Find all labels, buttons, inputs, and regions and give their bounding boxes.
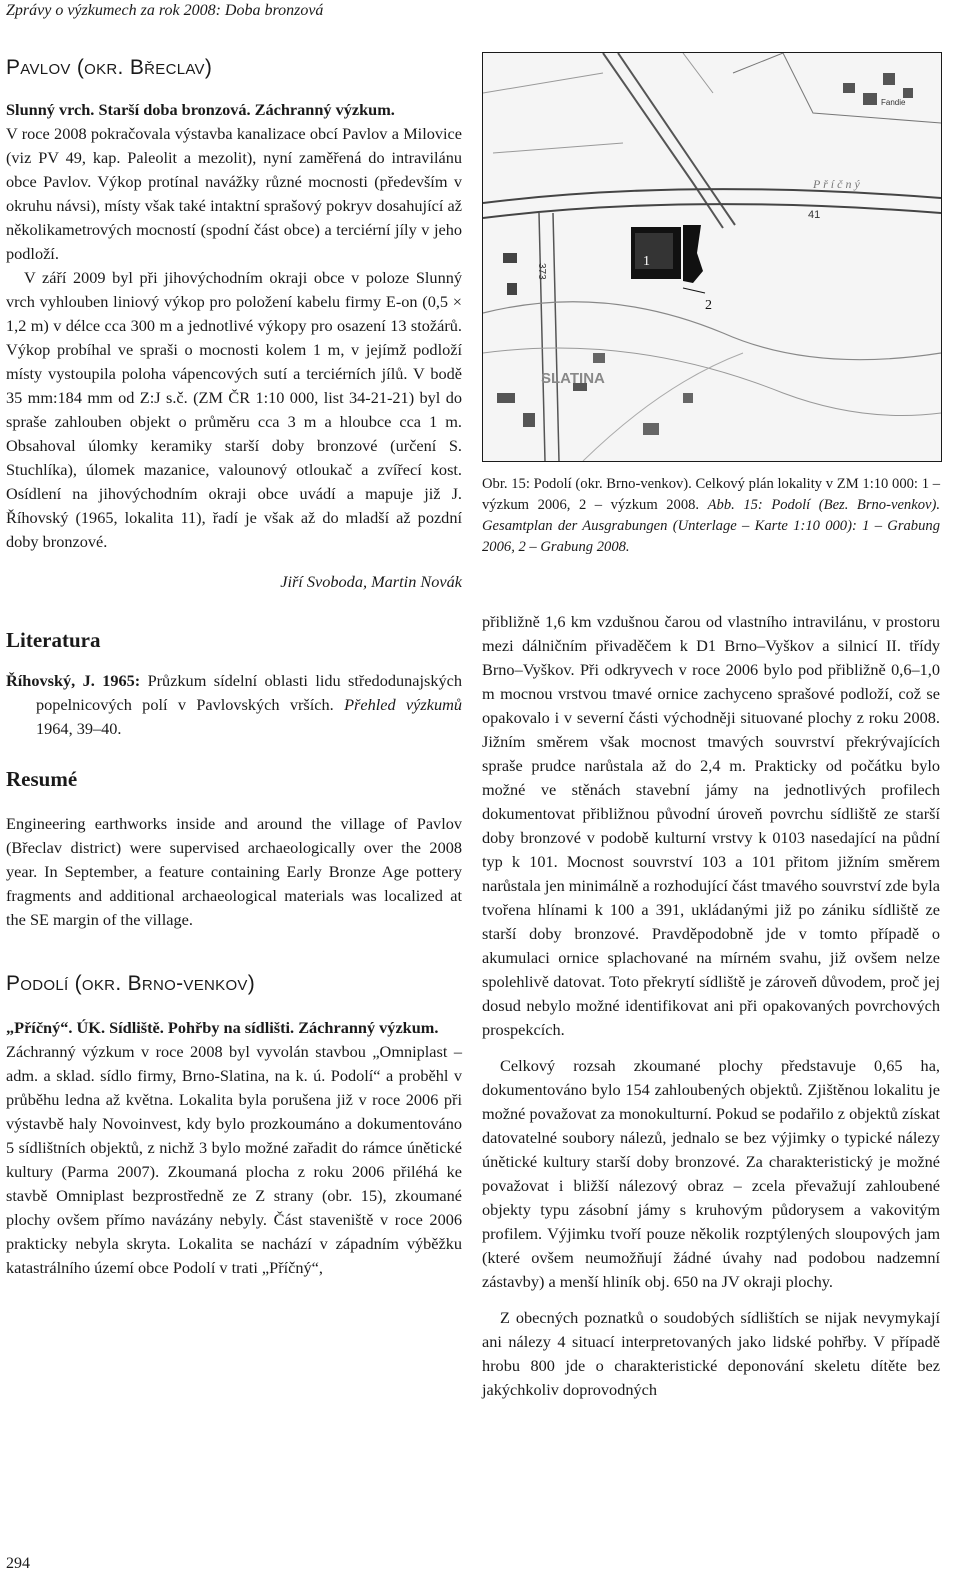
reference-entry — [6, 669, 462, 741]
caption-czech: Podolí (okr. Brno-venkov). Celkový plán lokality v ZM 1:10 000: 1 – výzkum 2006, 2 – výzkum 2008. — [482, 476, 940, 513]
map-label-41: 41 — [808, 209, 821, 221]
resume-heading: Resumé — [6, 767, 78, 791]
right-column — [482, 52, 940, 1402]
map-label-slatina: SLATINA — [541, 370, 605, 387]
section-title-podoli: Podolí (okr. Brno-venkov) — [6, 972, 256, 995]
literatura-heading: Literatura — [6, 628, 101, 652]
pavlov-paragraph-1: V roce 2008 pokračovala výstavba kanalizace obcí Pavlov a Milovice (viz PV 49, kap. Paleolit a mezolit), nyní zaměřená do intravilánu obce Pavlov. Výkop protínal navážky různé mocnosti (především v okruhu návsi), místy však také intaktní sprašový pokryv dosahující až několikametrových mocností (spodní část obce) a terciérní jíly v jeho podloží. — [6, 124, 462, 263]
subhead-pavlov: Slunný vrch. Starší doba bronzová. Záchranný výzkum. — [6, 100, 395, 119]
section-title-pavlov: Pavlov (okr. Břeclav) — [6, 56, 213, 79]
reference-pages: 1964, 39–40. — [36, 719, 122, 738]
caption-german: Abb. 15: Podolí (Bez. Brno-venkov). Gesamtplan der Ausgrabungen (Unterlage – Karte 1:10 000): 1 – Grabung 2006, 2 – Grabung 2008. — [482, 497, 940, 555]
map-label-fandie: Fandie — [881, 98, 906, 107]
left-column — [6, 52, 462, 1280]
resume-text: Engineering earthworks inside and around the village of Pavlov (Břeclav district) were supervised archaeologically over the 2008 year. In September, a feature containing Early Bronze Age pottery fragments and additional archaeological materials was localized at the SE margin of the village. — [6, 814, 462, 929]
map-label-2: 2 — [705, 298, 712, 313]
podoli-paragraph-1: Záchranný výzkum v roce 2008 byl vyvolán stavbou „Omniplast – adm. a sklad. sídlo firmy, Brno-Slatina, na k. ú. Podolí“ a proběhl v průběhu ledna až května. Lokalita byla porušena již v roce 2006 při výstavbě haly Novoinvest, kdy bylo prozkoumáno a dokumentováno 5 sídlištních objektů, z nichž 3 bylo možné zařadit do rámce únětické kultury (Parma 2007). Zkoumaná plocha z roku 2006 přiléhá ke stavbě Omniplast bezprostředně ze Z strany (obr. 15), zkoumané plochy ovšem přímo navázány nebyly. Část staveniště v roce 2006 prakticky nebyla skryta. Lokalita se nachází v západním výběžku katastrálního území obce Podolí v trati „Příčný“, — [6, 1042, 462, 1277]
podoli-paragraph-3: Celkový rozsah zkoumané plochy představuje 0,65 ha, dokumentováno bylo 154 zahloubených objektů. Zjištěnou lokalitu je možné považovat za monokulturní. Pokud se podařilo z objektů získat datovatelné soubory nálezů, jednalo se bez výjimky o typické nálezy únětické kultury starší doby bronzové. Za charakteristický je možné považovat i bližší nálezový obraz – zcela převažují zahloubené objekty typu zásobní jámy s kruhovým půdorysem a vakovitým profilem. Výjimku tvoří pouze několik rozptýlených sloupových jam (které ovšem neumožňují žádné úvahy nad podobou nadzemní zástavby) a menší hliník obj. 650 na JV okraji plochy. — [482, 1056, 940, 1291]
reference-title: Průzkum sídelní oblasti lidu středodunajských popelnicových polí v Pavlovských vrších. — [36, 671, 462, 714]
reference-journal: Přehled výzkumů — [344, 695, 462, 714]
podoli-paragraph-4: Z obecných poznatků o soudobých sídlištích se nijak nevymykají ani nálezy 4 situací interpretovaných jako lidské pohřby. V případě hrobu 800 jde o charakteristické deponování skeletu dítěte bez jakýchkoliv doprovodných — [482, 1308, 940, 1399]
figure-caption — [482, 474, 940, 558]
page-number: 294 — [6, 1555, 30, 1572]
map-label-373: 373 — [536, 263, 547, 280]
reference-author: Říhovský, J. 1965: — [6, 671, 141, 690]
pavlov-paragraph-2: V září 2009 byl při jihovýchodním okraji obce v poloze Slunný vrch vyhlouben liniový výkop pro položení kabelu firmy E-on (0,5 × 1,2 m) v délce cca 300 m a jednotlivé výkopy pro osazení 13 stožárů. Výkop probíhal ve spraši o mocnosti kolem 1 m, v jejímž podloží místy vystoupila poloha vápencových sutí a terciérních jílů. V bodě 35 mm:184 mm od Z:J s.č. (ZM ČR 1:10 000, list 34-21-21) byl do spraše zahlouben objekt o průměru cca 3 m a hloubce cca 1 m. Obsahoval úlomky keramiky starší doby bronzové (určení S. Stuchlíka), úlomek mazanice, valounový otloukač a zvířecí kost. Osídlení na jihovýchodním okraji obce uvádí a mapuje již J. Říhovský (1965, lokalita 11), řadí je však až do mladší až pozdní doby bronzové. — [6, 268, 462, 551]
map-label-pricny: P ř í č n ý — [813, 177, 860, 191]
running-head: Zprávy o výzkumech za rok 2008: Doba bronzová — [6, 2, 324, 19]
map-svg — [483, 53, 941, 461]
map-figure — [482, 52, 942, 462]
caption-label: Obr. 15: — [482, 476, 530, 492]
map-label-1: 1 — [643, 254, 650, 269]
authors: Jiří Svoboda, Martin Novák — [280, 572, 462, 591]
podoli-paragraph-2: přibližně 1,6 km vzdušnou čarou od vlastního intravilánu, v prostoru mezi dálničním přivaděčem k D1 Brno–Vyškov a silnicí II. třídy Brno–Vyškov. Při odkryvech v roce 2006 bylo pod přibližně 0,6–1,0 m mocnou vrstvou tmavé ornice zachyceno sprašové podloží, což se opakovalo i v severní části východněji situované plochy z roku 2008. Jižním směrem však mocnost tmavých souvrství překrývajících spraše prudce narůstala až do 2,4 m. Prakticky od počátku bylo možné ve stěnách stavební jámy na jednotlivých profilech dokumentovat přibližnou původní úroveň povrchu sídliště ze starší doby bronzové v podobě kulturní vrstvy k 0103 nasedající na půdní typ k 101. Mocnost souvrství 103 a 101 přitom jižním směrem narůstala jen minimálně a rozhodující část tmavého souvrství zde byla tvořena hlínami k 100 a 391, ukládanými již po zániku sídliště ze starší doby bronzové. Pravděpodobně jde v tomto případě o akumulaci ornice splachované na mírném svahu, již ovšem nelze spolehlivě datovat. Toto překrytí sídliště je zároveň důvodem, proč jej dosud nebylo možné identifikovat ani při opakovaných povrchových prospekcích. — [482, 612, 940, 1039]
subhead-podoli: „Příčný“. ÚK. Sídliště. Pohřby na sídlišti. Záchranný výzkum. — [6, 1018, 439, 1037]
